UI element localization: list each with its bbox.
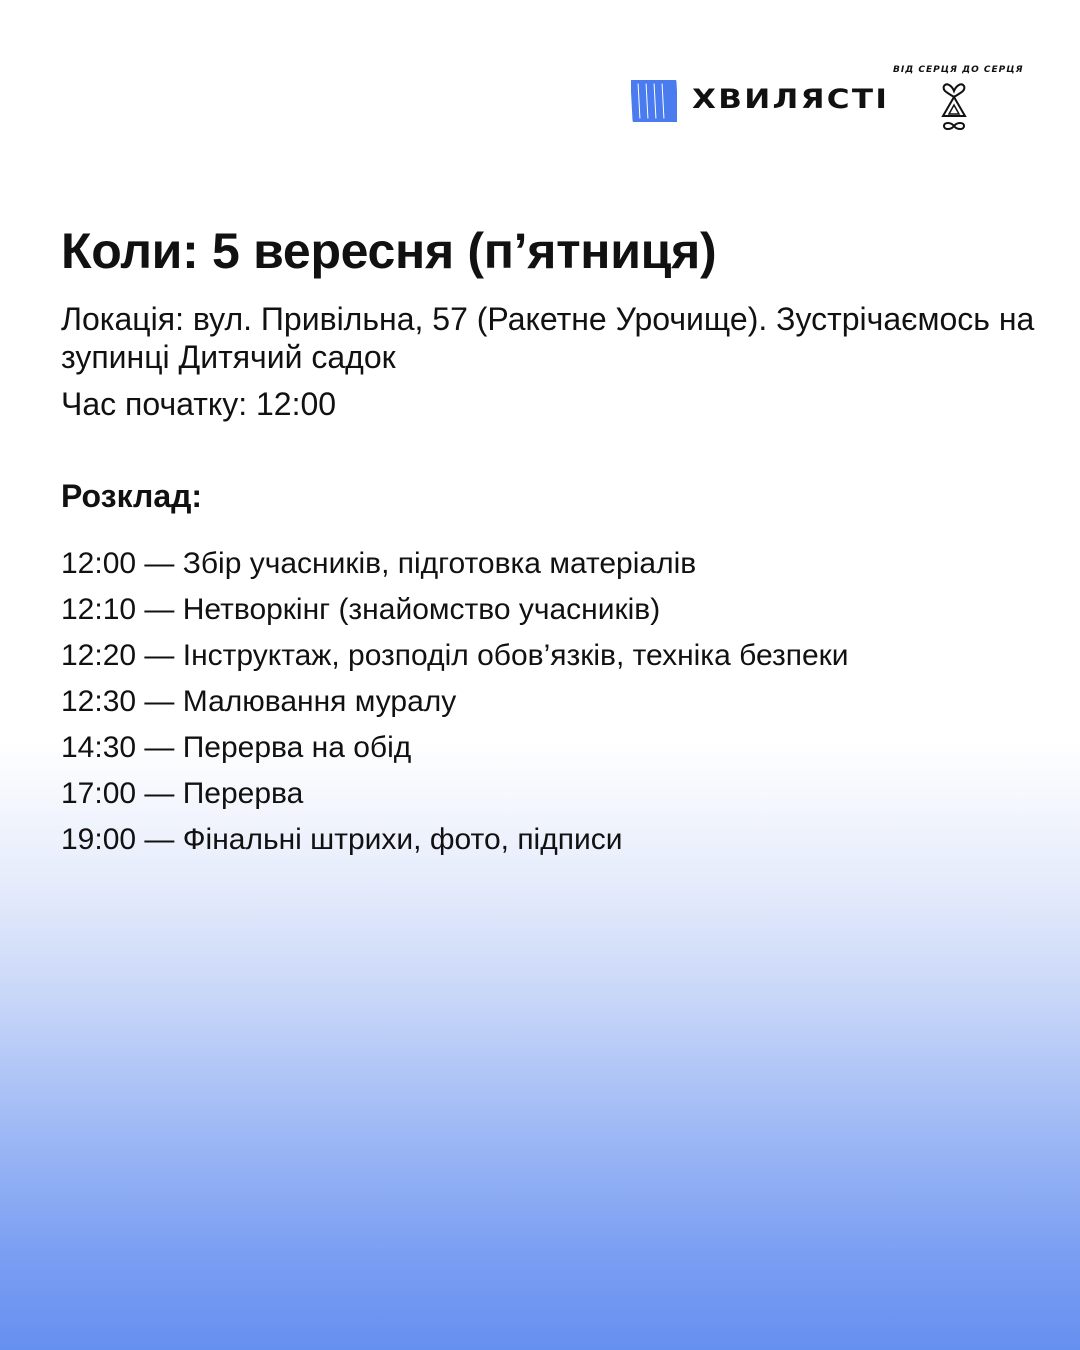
event-location: Локація: вул. Привільна, 57 (Ракетне Урочище). Зустрічаємось на зупинці Дитячий садок [61, 301, 1035, 375]
schedule-item: 12:30 — Малювання муралу [61, 685, 457, 718]
schedule-item: 19:00 — Фінальні штрихи, фото, підписи [61, 823, 623, 856]
schedule-item: 12:10 — Нетворкінг (знайомство учасників) [61, 593, 661, 626]
wave-logo-icon [631, 80, 677, 122]
heart-emblem-icon [938, 83, 970, 141]
partner-tagline: ВІД СЕРЦЯ ДО СЕРЦЯ [893, 65, 1024, 75]
schedule-item: 12:00 — Збір учасників, підготовка матеріалів [61, 547, 697, 580]
event-date-headline: Коли: 5 вересня (п’ятниця) [61, 223, 717, 279]
schedule-item: 17:00 — Перерва [61, 777, 304, 810]
brand-name: ХВИЛЯСТІ [692, 84, 890, 115]
event-start-time: Час початку: 12:00 [61, 386, 337, 422]
schedule-item: 14:30 — Перерва на обід [61, 731, 412, 764]
event-details [61, 220, 1041, 863]
schedule-list [61, 541, 1041, 863]
logo-bar [0, 0, 1080, 160]
schedule-item: 12:20 — Інструктаж, розподіл обов’язків, техніка безпеки [61, 639, 849, 672]
schedule-title: Розклад: [61, 478, 203, 514]
